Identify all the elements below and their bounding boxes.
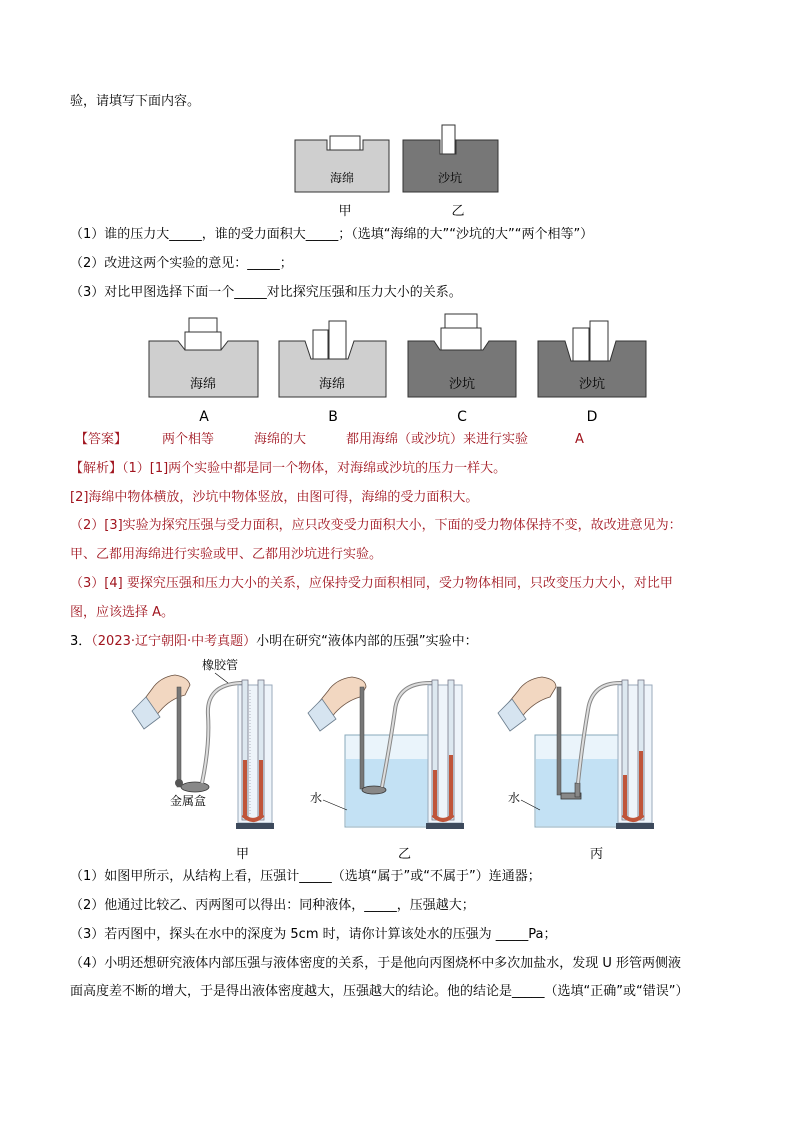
q3-stem: 小明在研究“液体内部的压强”实验中： [256,634,478,649]
analysis-line-6: 图，应该选择 A。 [70,605,175,620]
fig3-tube-label: 橡胶管 [202,658,239,672]
q3-source: （2023·辽宁朝阳·中考真题） [91,634,257,649]
gauge-yi [308,677,464,862]
figure-1 [290,120,510,220]
q2-part1: （1）谁的压力大_____，谁的受力面积大_____；（选填“海绵的大”“沙坑的大”“两个相等”） [70,227,594,242]
q2-part2: （2）改进这两个实验的意见：_____； [70,256,293,271]
q3-part4-line2: 面高度差不断的增大，于是得出液体密度越大，压强越大的结论。他的结论是_____（选填“正确”或“错误”） [70,984,689,999]
answer-item-1: 两个相等 [162,432,215,447]
fig1-box-left-label: 海绵 [329,171,355,185]
fig3-water-label-1: 水 [310,791,323,805]
fig2-box-c-label: 沙坑 [448,377,476,392]
fig1-box-right-label: 沙坑 [437,171,463,185]
fig3-box-label: 金属盒 [170,794,207,808]
q3-part4-line1: （4）小明还想研究液体内部压强与液体密度的关系，于是他向丙图烧杯中多次加盐水，发现 U 形管两侧液 [70,956,682,971]
fig2-caption-c: C [457,409,467,425]
figure-2 [145,310,665,430]
analysis-line-2: [2]海绵中物体横放，沙坑中物体竖放，由图可得，海绵的受力面积大。 [70,490,479,505]
fig3-water-label-2: 水 [508,791,521,805]
gauge-jia [132,657,274,862]
analysis-line-4: 甲、乙都用海绵进行实验或甲、乙都用沙坑进行实验。 [70,547,383,562]
analysis-line-5: （3）[4] 要探究压强和压力大小的关系，应保持受力面积相同，受力物体相同，只改变压力大小，对比甲 [70,576,673,591]
intro-text: 验，请填写下面内容。 [70,94,201,109]
fig2-box-b-label: 海绵 [318,377,346,392]
analysis-line-1: 【解析】（1）[1]两个实验中都是同一个物体，对海绵或沙坑的压力一样大。 [70,461,507,476]
fig1-caption-right: 乙 [451,204,465,219]
fig2-caption-d: D [586,409,598,425]
q2-part3: （3）对比甲图选择下面一个_____对比探究压强和压力大小的关系。 [70,285,462,300]
fig3-caption-yi: 乙 [398,847,412,862]
fig2-box-d-label: 沙坑 [578,377,606,392]
gauge-bing [498,677,654,862]
answer-item-4: A [575,432,584,447]
q3-part3: （3）若丙图中，探头在水中的深度为 5cm 时，请你计算该处水的压强为 _____Pa； [70,927,557,942]
q3-header [70,632,478,652]
analysis-line-3: （2）[3]实验为探究压强与受力面积，应只改变受力面积大小，下面的受力物体保持不变，故改进意见为： [70,518,682,533]
fig1-caption-left: 甲 [338,204,352,219]
q3-part2: （2）他通过比较乙、丙两图可以得出：同种液体，_____，压强越大； [70,898,475,913]
fig2-caption-b: B [328,409,338,425]
fig3-caption-bing: 丙 [590,847,604,862]
fig2-box-a-label: 海绵 [189,377,217,392]
q3-part1: （1）如图甲所示，从结构上看，压强计_____（选填“属于”或“不属于”）连通器； [70,869,541,884]
fig2-caption-a: A [199,409,209,425]
q3-number: 3． [70,634,92,649]
figure-3 [130,655,670,865]
answer-item-3: 都用海绵（或沙坑）来进行实验 [346,432,529,447]
answer-item-2: 海绵的大 [254,432,307,447]
answer-tag: 【答案】 [75,432,128,447]
fig3-caption-jia: 甲 [236,847,250,862]
